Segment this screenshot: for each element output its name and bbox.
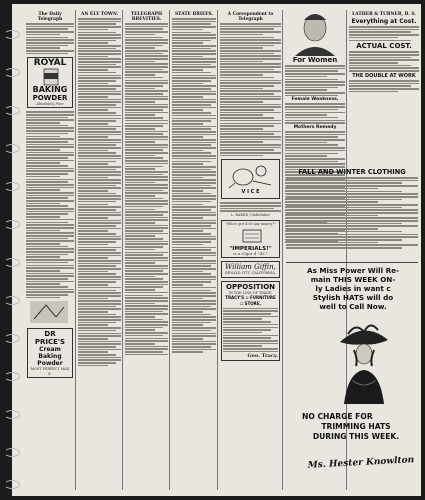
- fall-heading: FALL AND WINTER CLOTHING: [298, 168, 406, 176]
- text-block: [220, 202, 281, 212]
- lather-heading: LATHER & TURNER, B. S.: [352, 12, 416, 17]
- text-block: [172, 18, 216, 353]
- tracy-signature: Geo. Tracy.: [247, 353, 278, 360]
- price-subtitle: MOST PERFECT MADE.: [30, 367, 70, 376]
- column-3: [125, 10, 168, 492]
- binding-ring: [4, 30, 20, 39]
- power-line-1: As Miss Power Will Re-: [307, 266, 399, 275]
- women-remedy: Mothers Remedy: [293, 124, 337, 130]
- dr-price-ad: [27, 328, 73, 377]
- price-cream: Cream Baking: [38, 346, 62, 361]
- column-5: [220, 10, 281, 492]
- power-line-5: well to Call Now.: [319, 302, 387, 311]
- binding-ring: [4, 480, 20, 489]
- column-rule: [122, 10, 123, 490]
- column-4-heading: STATE BRIEFS.: [175, 12, 213, 17]
- column-2-heading: AN ELY TOWN.: [80, 12, 119, 17]
- text-block: [78, 18, 121, 366]
- price-title: DR PRICE'S: [34, 330, 66, 347]
- power-line-4: Stylish HATS will do: [312, 293, 394, 302]
- royal-baking-ad: [27, 57, 73, 108]
- opposition-sub: IN THE LINE OF TRADE.: [228, 290, 273, 295]
- column-5-heading: A Corespondent to Telegraph: [227, 12, 274, 22]
- text-block: [26, 23, 74, 54]
- women-heading: For Women: [292, 56, 338, 64]
- women-sub: Female Weakness,: [291, 97, 339, 103]
- giffin-name: William Giffin,: [225, 263, 276, 272]
- text-block: [223, 308, 278, 353]
- power-line-3: ly Ladies in want c: [315, 284, 391, 293]
- imperials-sub: is a Cigar 4 "45.": [233, 251, 268, 257]
- binding-ring: [4, 106, 20, 115]
- divider: [286, 262, 418, 263]
- binding-ring: [4, 220, 20, 229]
- cigar-icon: [223, 226, 281, 246]
- hester-signature: Ms. Hester Knowlton: [307, 455, 415, 471]
- column-2: [78, 10, 121, 492]
- binding-ring: [4, 296, 20, 305]
- text-block: [220, 23, 281, 156]
- royal-baking: BAKING: [32, 85, 68, 95]
- lady-hat-illustration: [334, 320, 394, 404]
- royal-title: ROYAL: [33, 58, 67, 69]
- woman-portrait-illustration: [285, 10, 345, 56]
- royal-subtitle: Absolutely Pure: [36, 102, 64, 107]
- column-rule: [217, 10, 218, 490]
- column-rule: [282, 10, 283, 490]
- tracy-ad: [221, 281, 280, 362]
- binding-ring: [4, 372, 20, 381]
- text-block: [285, 65, 345, 96]
- no-charge-line-3: DURING THIS WEEK.: [312, 432, 400, 441]
- column-4: [172, 10, 216, 492]
- text-block: [349, 26, 419, 41]
- miss-power-ad: [286, 266, 420, 311]
- newspaper-page: [12, 4, 421, 496]
- opposition-title: OPPOSITION: [226, 282, 275, 291]
- cartoon-illustration: [223, 161, 281, 189]
- masthead-title: The Daily Telegraph: [37, 12, 63, 22]
- baking-can-icon: [29, 68, 73, 86]
- power-line-2: main THIS WEEK ON-: [310, 275, 396, 284]
- vice-cartoon-ad: [221, 159, 280, 199]
- text-block: [285, 103, 345, 123]
- vice-heading: V I C E: [241, 189, 260, 196]
- text-block: [349, 51, 419, 71]
- binding-ring: [4, 144, 20, 153]
- column-3-heading: TELEGRAPH BREVITIES.: [130, 12, 163, 22]
- giffin-ad: [221, 261, 280, 277]
- no-charge-line-1: NO CHARGE FOR: [302, 412, 373, 421]
- binding-ring: [4, 68, 20, 77]
- spiral-binding: [4, 0, 16, 500]
- engraving-illustration: [26, 299, 72, 325]
- royal-powder: POWDER: [32, 94, 68, 103]
- no-charge-ad: [292, 412, 420, 442]
- imperials-ad: [221, 220, 280, 258]
- imperials-title: "IMPERIALS!": [229, 246, 272, 253]
- text-block: [349, 80, 419, 92]
- price-powder: Powder: [37, 360, 63, 368]
- binding-ring: [4, 410, 20, 419]
- imperials-top: "Who's got 4:00 any money?": [225, 222, 276, 227]
- giffin-place: RENALD CITY, CALIFORNIA.: [225, 271, 276, 276]
- binding-ring: [4, 258, 20, 267]
- at-work: THE DOUBLE AT WORK: [352, 72, 416, 79]
- column-rule: [169, 10, 170, 490]
- tracy-store: TRACY'S :: FURNITURE :: STORE,: [225, 294, 276, 306]
- fall-winter-ad: [286, 168, 418, 250]
- text-block: [26, 111, 74, 298]
- everything-at-cost: Everything at Cost.: [351, 18, 417, 25]
- column-rule: [75, 10, 76, 490]
- actual-cost: ACTUAL COST.: [356, 42, 412, 51]
- binding-ring: [4, 334, 20, 343]
- binding-ring: [4, 448, 20, 457]
- text-block: [286, 177, 418, 248]
- text-block: [125, 23, 168, 355]
- no-charge-line-2: TRIMMING HATS: [321, 422, 391, 431]
- column-1: [26, 10, 74, 492]
- undertaker-line: L. BAKER, Undertaker: [231, 213, 270, 218]
- binding-ring: [4, 182, 20, 191]
